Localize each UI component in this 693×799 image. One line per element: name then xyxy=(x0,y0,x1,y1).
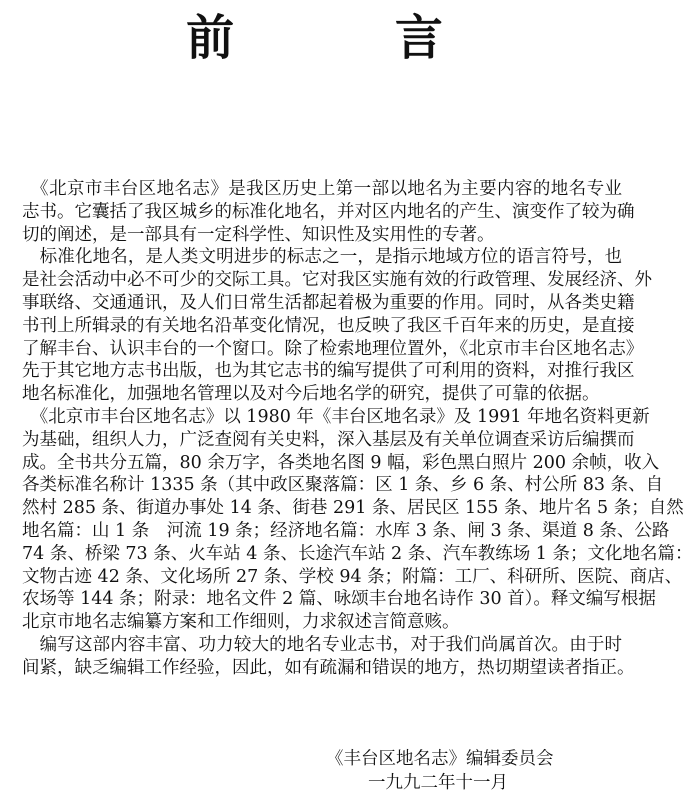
text-line: 书刊上所辑录的有关地名沿革变化情况，也反映了我区千百年来的历史，是直接 xyxy=(22,315,635,336)
text-line: 然村 285 条、街道办事处 14 条、街巷 291 条、居民区 155 条、地片名 5 条；自然 xyxy=(22,498,684,519)
text-line: 《北京市丰台区地名志》是我区历史上第一部以地名为主要内容的地名专业 xyxy=(22,179,622,199)
text-line: 事联络、交通通讯，及人们日常生活都起着极为重要的作用。同时，从各类史籍 xyxy=(22,292,635,313)
signature-date: 一九九二年十一月 xyxy=(368,773,508,793)
text-line: 《北京市丰台区地名志》以 1980 年《丰台区地名录》及 1991 年地名资料更新 xyxy=(22,406,650,427)
text-line: 农场等 144 条；附录：地名文件 2 篇、咏颂丰台地名诗作 30 首）。释文编写根据 xyxy=(22,589,656,610)
paragraph xyxy=(22,178,635,246)
text-line: 了解丰台、认识丰台的一个窗口。除了检索地理位置外，《北京市丰台区地名志》 xyxy=(22,338,644,359)
text-line: 成。全书共分五篇，80 余万字，各类地名图 9 幅，彩色黑白照片 200 余帧，收入 xyxy=(22,452,660,473)
text-line: 74 条、桥梁 73 条、火车站 4 条、长途汽车站 2 条、汽车教练场 1 条；文化地名篇： xyxy=(22,543,693,564)
body-text xyxy=(22,178,693,680)
paragraph xyxy=(22,406,693,634)
text-line: 先于其它地方志书出版，也为其它志书的编写提供了可利用的资料，对推行我区 xyxy=(22,361,635,382)
text-line: 是社会活动中必不可少的交际工具。它对我区实施有效的行政管理、发展经济、外 xyxy=(22,270,652,291)
text-line: 切的阐述，是一部具有一定科学性、知识性及实用性的专著。 xyxy=(22,224,495,245)
paragraph xyxy=(22,634,635,680)
text-line: 地名篇：山 1 条 河流 19 条；经济地名篇：水库 3 条、闸 3 条、渠道 8 条、公路 xyxy=(22,520,670,541)
text-line: 文物古迹 42 条、文化场所 27 条、学校 94 条；附篇：工厂、科研所、医院、商店、 xyxy=(22,566,683,587)
text-line: 间紧，缺乏编辑工作经验，因此，如有疏漏和错误的地方，热切期望读者指正。 xyxy=(22,657,635,678)
text-line: 志书。它囊括了我区城乡的标准化地名，并对区内地名的产生、演变作了较为确 xyxy=(22,201,635,222)
text-line: 为基础，组织人力，广泛查阅有关史料，深入基层及有关单位调查采访后编撰而 xyxy=(22,429,635,450)
page-title: 前 言 xyxy=(186,10,515,66)
text-line: 北京市地名志编纂方案和工作细则，力求叙述言简意赅。 xyxy=(22,612,460,633)
text-line: 各类标准名称计 1335 条（其中政区聚落篇：区 1 条、乡 6 条、村公所 83 条、自 xyxy=(22,475,664,496)
text-line: 标准化地名，是人类文明进步的标志之一，是指示地域方位的语言符号，也 xyxy=(22,247,622,268)
text-line: 地名标准化，加强地名管理以及对今后地名学的研究，提供了可靠的依据。 xyxy=(22,384,600,405)
text-line: 编写这部内容丰富、功力较大的地名专业志书，对于我们尚属首次。由于时 xyxy=(22,634,622,655)
paragraph xyxy=(22,246,652,406)
signature-committee: 《丰台区地名志》编辑委员会 xyxy=(326,749,554,769)
